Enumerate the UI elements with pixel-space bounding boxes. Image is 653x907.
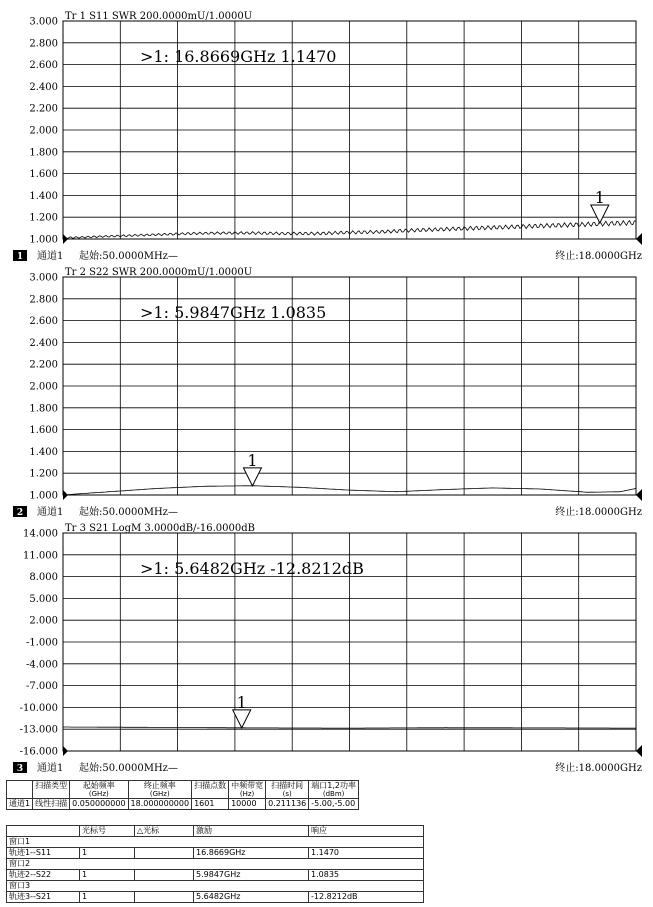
channel-label: 通道1 xyxy=(37,251,64,262)
chart-panel-3 xyxy=(13,523,642,774)
table-cell: 5.6482GHz xyxy=(194,892,309,903)
y-tick-label: -13.000 xyxy=(19,724,58,736)
table-cell: 轨迹2--S22 xyxy=(7,870,80,881)
y-tick-label: 2.400 xyxy=(29,81,58,93)
table-header: 终止频率 (GHz) xyxy=(128,781,192,799)
y-tick-label: -16.000 xyxy=(19,746,58,758)
table-header xyxy=(7,781,33,799)
reference-pointer-right xyxy=(636,233,642,245)
table-header xyxy=(7,826,80,837)
table-cell: 1 xyxy=(80,848,135,859)
y-tick-label: 8.000 xyxy=(29,572,58,584)
channel-badge-number: 2 xyxy=(16,508,24,518)
table-cell: -5.00,-5.00 xyxy=(309,799,359,810)
marker-number: 1 xyxy=(236,692,247,712)
y-tick-label: 1.600 xyxy=(29,169,58,181)
y-tick-label: 2.200 xyxy=(29,103,58,115)
y-tick-label: 1.400 xyxy=(29,190,58,202)
table-header: 扫描点数 xyxy=(192,781,229,799)
y-tick-label: 14.000 xyxy=(23,528,58,540)
channel-badge-number: 3 xyxy=(16,764,24,774)
chart-panel-2 xyxy=(13,267,642,518)
table-header: 响应 xyxy=(309,826,424,837)
table-cell: 1 xyxy=(80,870,135,881)
marker-table xyxy=(6,825,424,903)
y-tick-label: 2.800 xyxy=(29,38,58,50)
table-header: 激励 xyxy=(194,826,309,837)
y-tick-label: -4.000 xyxy=(25,659,58,671)
y-tick-label: 1.000 xyxy=(29,490,58,502)
y-tick-label: 1.200 xyxy=(29,468,58,480)
reference-pointer-left xyxy=(63,490,68,500)
table-cell: 10000 xyxy=(229,799,266,810)
table-header-row xyxy=(7,826,424,837)
reference-pointer-left xyxy=(63,746,68,756)
y-tick-label: 1.000 xyxy=(29,234,58,246)
table-section-row xyxy=(7,859,424,870)
trace-label: Tr 2 S22 SWR 200.0000mU/1.0000U xyxy=(65,267,253,278)
y-tick-label: 5.000 xyxy=(29,593,58,605)
start-frequency: 起始:50.0000MHz xyxy=(79,251,168,262)
table-cell xyxy=(135,892,194,903)
reference-pointer-left xyxy=(63,234,68,244)
table-cell: 16.8669GHz xyxy=(194,848,309,859)
y-tick-label: 2.000 xyxy=(29,381,58,393)
y-tick-label: 2.000 xyxy=(29,125,58,137)
table-cell xyxy=(135,848,194,859)
marker-readout: >1: 16.8669GHz 1.1470 xyxy=(140,47,337,66)
table-header-row xyxy=(7,781,359,799)
stop-frequency: 终止:18.0000GHz xyxy=(555,507,642,518)
marker-triangle xyxy=(233,710,251,728)
table-cell: 1 xyxy=(80,892,135,903)
table-cell: 5.9847GHz xyxy=(194,870,309,881)
start-frequency: 起始:50.0000MHz xyxy=(79,507,168,518)
table-cell: 18.000000000 xyxy=(128,799,192,810)
separator-dash: — xyxy=(168,507,178,518)
y-tick-label: -7.000 xyxy=(25,681,58,693)
table-row xyxy=(7,892,424,903)
marker-readout: >1: 5.6482GHz -12.8212dB xyxy=(140,559,364,578)
marker-readout: >1: 5.9847GHz 1.0835 xyxy=(140,303,327,322)
y-tick-label: 1.800 xyxy=(29,403,58,415)
y-tick-label: 1.800 xyxy=(29,147,58,159)
y-tick-label: -1.000 xyxy=(25,637,58,649)
y-tick-label: 2.200 xyxy=(29,359,58,371)
marker-triangle xyxy=(243,468,261,486)
marker-number: 1 xyxy=(594,187,605,207)
table-cell: 0.050000000 xyxy=(70,799,128,810)
channel-badge-number: 1 xyxy=(16,252,24,262)
table-cell: 1.1470 xyxy=(309,848,424,859)
y-tick-label: 1.400 xyxy=(29,446,58,458)
table-cell: 1601 xyxy=(192,799,229,810)
trace-label: Tr 3 S21 LogM 3.0000dB/-16.0000dB xyxy=(65,523,255,534)
marker-number: 1 xyxy=(247,450,258,470)
y-tick-label: 1.600 xyxy=(29,425,58,437)
y-tick-label: 2.400 xyxy=(29,337,58,349)
table-cell: 0.211136 xyxy=(266,799,309,810)
marker-triangle xyxy=(591,205,609,223)
stop-frequency: 终止:18.0000GHz xyxy=(555,763,642,774)
separator-dash: — xyxy=(168,763,178,774)
y-tick-label: 1.200 xyxy=(29,212,58,224)
table-section-row xyxy=(7,837,424,848)
table-header: △光标 xyxy=(135,826,194,837)
trace-label: Tr 1 S11 SWR 200.0000mU/1.0000U xyxy=(65,11,253,22)
table-row xyxy=(7,848,424,859)
reference-pointer-right xyxy=(636,745,642,757)
start-frequency: 起始:50.0000MHz xyxy=(79,763,168,774)
table-cell: 通道1 xyxy=(7,799,33,810)
y-tick-label: 2.000 xyxy=(29,615,58,627)
section-label: 窗口2 xyxy=(7,859,424,870)
section-label: 窗口1 xyxy=(7,837,424,848)
y-tick-label: 2.600 xyxy=(29,60,58,72)
y-tick-label: -10.000 xyxy=(19,702,58,714)
table-cell xyxy=(135,870,194,881)
table-header: 扫描类型 xyxy=(33,781,70,799)
reference-pointer-right xyxy=(636,489,642,501)
y-tick-label: 3.000 xyxy=(29,16,58,28)
y-tick-label: 11.000 xyxy=(23,550,58,562)
y-tick-label: 2.800 xyxy=(29,294,58,306)
table-row xyxy=(7,799,359,810)
table-cell: 轨迹1--S11 xyxy=(7,848,80,859)
table-header: 扫描时间 (s) xyxy=(266,781,309,799)
table-section-row xyxy=(7,881,424,892)
table-cell: -12.8212dB xyxy=(309,892,424,903)
table-header: 光标号 xyxy=(80,826,135,837)
table-header: 端口1,2功率 (dBm) xyxy=(309,781,359,799)
section-label: 窗口3 xyxy=(7,881,424,892)
stop-frequency: 终止:18.0000GHz xyxy=(555,251,642,262)
table-header: 中频带宽 (Hz) xyxy=(229,781,266,799)
separator-dash: — xyxy=(168,251,178,262)
table-cell: 线性扫描 xyxy=(33,799,70,810)
y-tick-label: 2.600 xyxy=(29,316,58,328)
channel-label: 通道1 xyxy=(37,507,64,518)
y-tick-label: 3.000 xyxy=(29,272,58,284)
chart-panel-1 xyxy=(13,11,642,262)
table-cell: 1.0835 xyxy=(309,870,424,881)
table-header: 起始频率 (GHz) xyxy=(70,781,128,799)
table-cell: 轨迹3--S21 xyxy=(7,892,80,903)
table-row xyxy=(7,870,424,881)
channel-label: 通道1 xyxy=(37,763,64,774)
sweep-settings-table xyxy=(6,780,359,810)
